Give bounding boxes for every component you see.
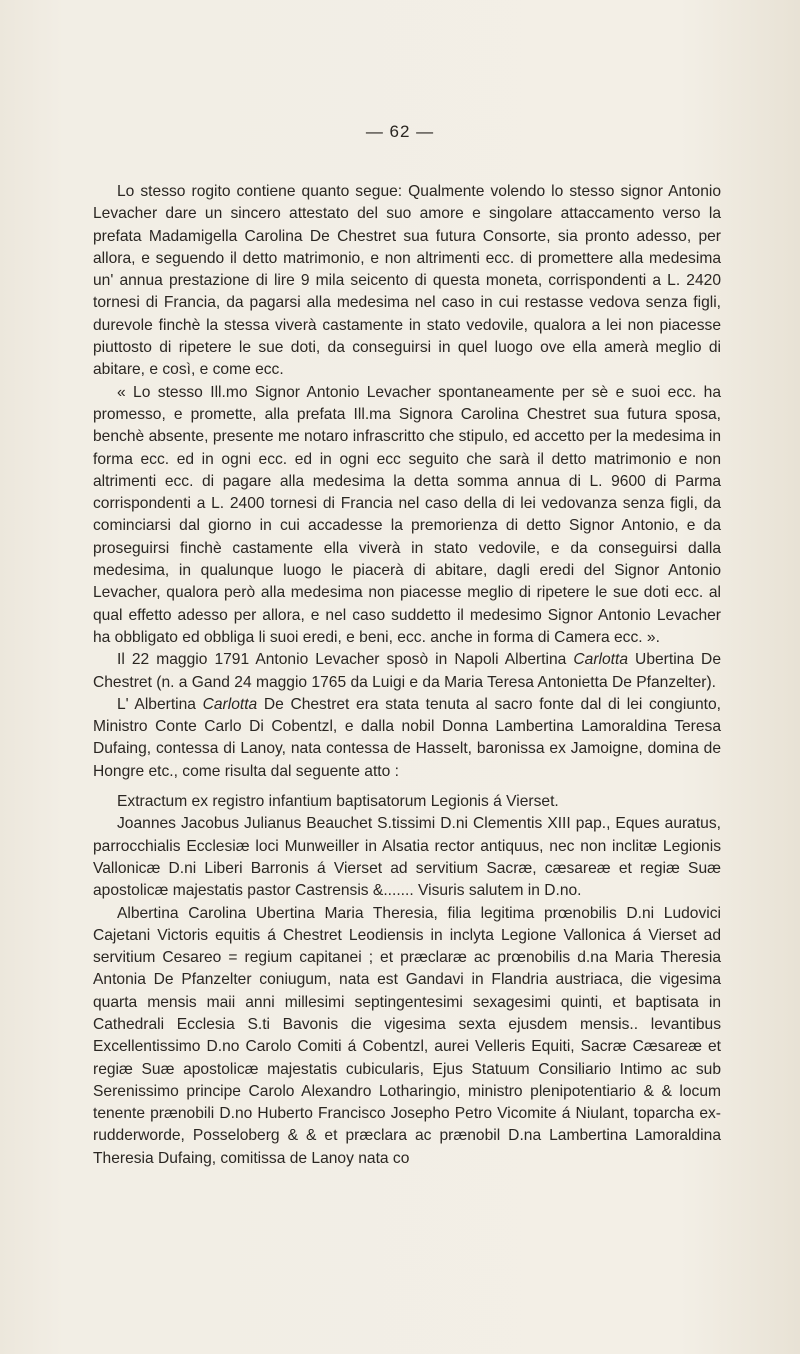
paragraph-1: Lo stesso rogito contiene quanto segue: Qualmente volendo lo stesso signor Antonio Levacher dare un sincero attestato del suo amore e singolare attaccamento verso la prefata Madamigella Carolina De Chestret sua futura Consorte, sia pronto adesso, per allora, e seguendo il detto matrimonio, e non altrimenti ecc. di promettere alla medesima un' annua prestazione di lire 9 mila seicento di questa moneta, corrispondenti a L. 2420 tornesi di Francia, da pagarsi alla medesima nel caso in cui restasse vedova senza figli, durevole finchè la stessa viverà castamente in stato vedovile, qualora a lei non piacesse piuttosto di ripetere le sue doti, da conseguirsi in quel luogo ove ella amerà meglio di abitare, e così, e come ecc.: [93, 183, 721, 379]
latin-baptism-record: [93, 791, 721, 1170]
paragraph-3: [93, 649, 721, 694]
paragraph-3-italic: Carlotta: [573, 651, 628, 669]
latin-paragraph-3: Albertina Carolina Ubertina Maria Theresia, filia legitima prœnobilis D.ni Ludovici Cajetani Victoris equitis á Chestret Leodiensis in inclyta Legione Vallonica á Vierset ad servitium Cesareo = regium capitanei ; et præclaræ ac prœnobilis d.na Maria Theresia Antonia De Pfanzelter coniugum, nata est Gandavi in Flandria austriaca, die vigesima quarta mensis maii anni millesimi septingentesimi sexagesimi quinti, et baptisata in Cathedrali Ecclesia S.ti Bavonis die vigesima sexta ejusdem mensis.. levantibus Excellentissimo D.no Carolo Comiti á Cobentzl, aurei Velleris Equiti, Sacræ Cæsareæ et regiæ Suæ apostolicæ majestatis cubicularis, Ejus Statuum Consiliario Intimo ac sub Serenissimo principe Carolo Alexandro Lotharingio, ministro plenipotentiario & & locum tenente prænobili D.no Huberto Francisco Josepho Petro Vicomite á Niulant, toparcha ex-rudderworde, Posseloberg & & et præclara ac prænobil D.na Lambertina Lamoraldina Theresia Dufaing, comitissa de Lanoy nata co: [93, 904, 721, 1167]
document-body: [93, 181, 721, 1170]
paragraph-3-text-end: Ubertina De Chestret (n. a Gand 24 maggio 1765 da Luigi e da Maria Teresa Antonietta De Pfanzelter).: [93, 651, 721, 691]
latin-paragraph-1: Extractum ex registro infantium baptisatorum Legionis á Vierset.: [117, 793, 559, 811]
paragraph-4-italic: Carlotta: [202, 695, 258, 713]
latin-paragraph-2: Joannes Jacobus Julianus Beauchet S.tissimi D.ni Clementis XIII pap., Eques auratus, parrocchialis Ecclesiæ loci Munweiller in Alsatia rector antiquus, nec non inclitæ Legionis Vallonicæ D.ni Liberi Barronis á Vierset ad servitium Sacræ, cæsareæ et regiæ Suæ apostolicæ majestatis pastor Castrensis &....... Visuris salutem in D.no.: [93, 815, 721, 900]
paragraph-2: « Lo stesso Ill.mo Signor Antonio Levacher spontaneamente per sè e suoi ecc. ha promesso, e promette, alla prefata Ill.ma Signora Carolina Chestret sua futura sposa, benchè absente, presente me notaro infrascritto che stipulo, ed accetto per la medesima in forma ecc. ed in ogni ecc. ed in ogni ecc seguito che sarà il detto matrimonio e non altrimenti ecc. di pagare alla medesima la detta somma annua di L. 9600 di Parma corrispondenti a L. 2400 tornesi di Francia nel caso della di lei vedovanza senza figli, da cominciarsi dal giorno in cui accadesse la premorienza di detto Signor Antonio, e da proseguirsi finchè castamente ella viverà in stato vedovile, e da conseguirsi dalla medesima, in qualunque luogo le piacerà di abitare, dagli eredi del Signor Antonio Levacher, qualora però alla medesima non piacesse meglio di ripetere le sue doti ecc. al qual effetto adesso per allora, e nel caso suddetto il medesimo Signor Antonio Levacher ha obbligato ed obbliga li suoi eredi, e beni, ecc. anche in forma di Camera ecc. ».: [93, 383, 721, 646]
paragraph-4-text-end: De Chestret era stata tenuta al sacro fonte dal di lei congiunto, Ministro Conte Carlo Di Cobentzl, e dalla nobil Donna Lambertina Lamoraldina Teresa Dufaing, contessa di Lanoy, nata contessa de Hasselt, baronissa ex Jamoigne, domina de Hongre etc., come risulta dal seguente atto :: [93, 695, 721, 780]
paragraph-4: [93, 694, 721, 783]
paragraph-4-text: L' Albertina: [117, 695, 203, 713]
page-number: — 62 —: [365, 122, 435, 141]
paragraph-3-text: Il 22 maggio 1791 Antonio Levacher sposò in Napoli Albertina: [117, 651, 574, 669]
